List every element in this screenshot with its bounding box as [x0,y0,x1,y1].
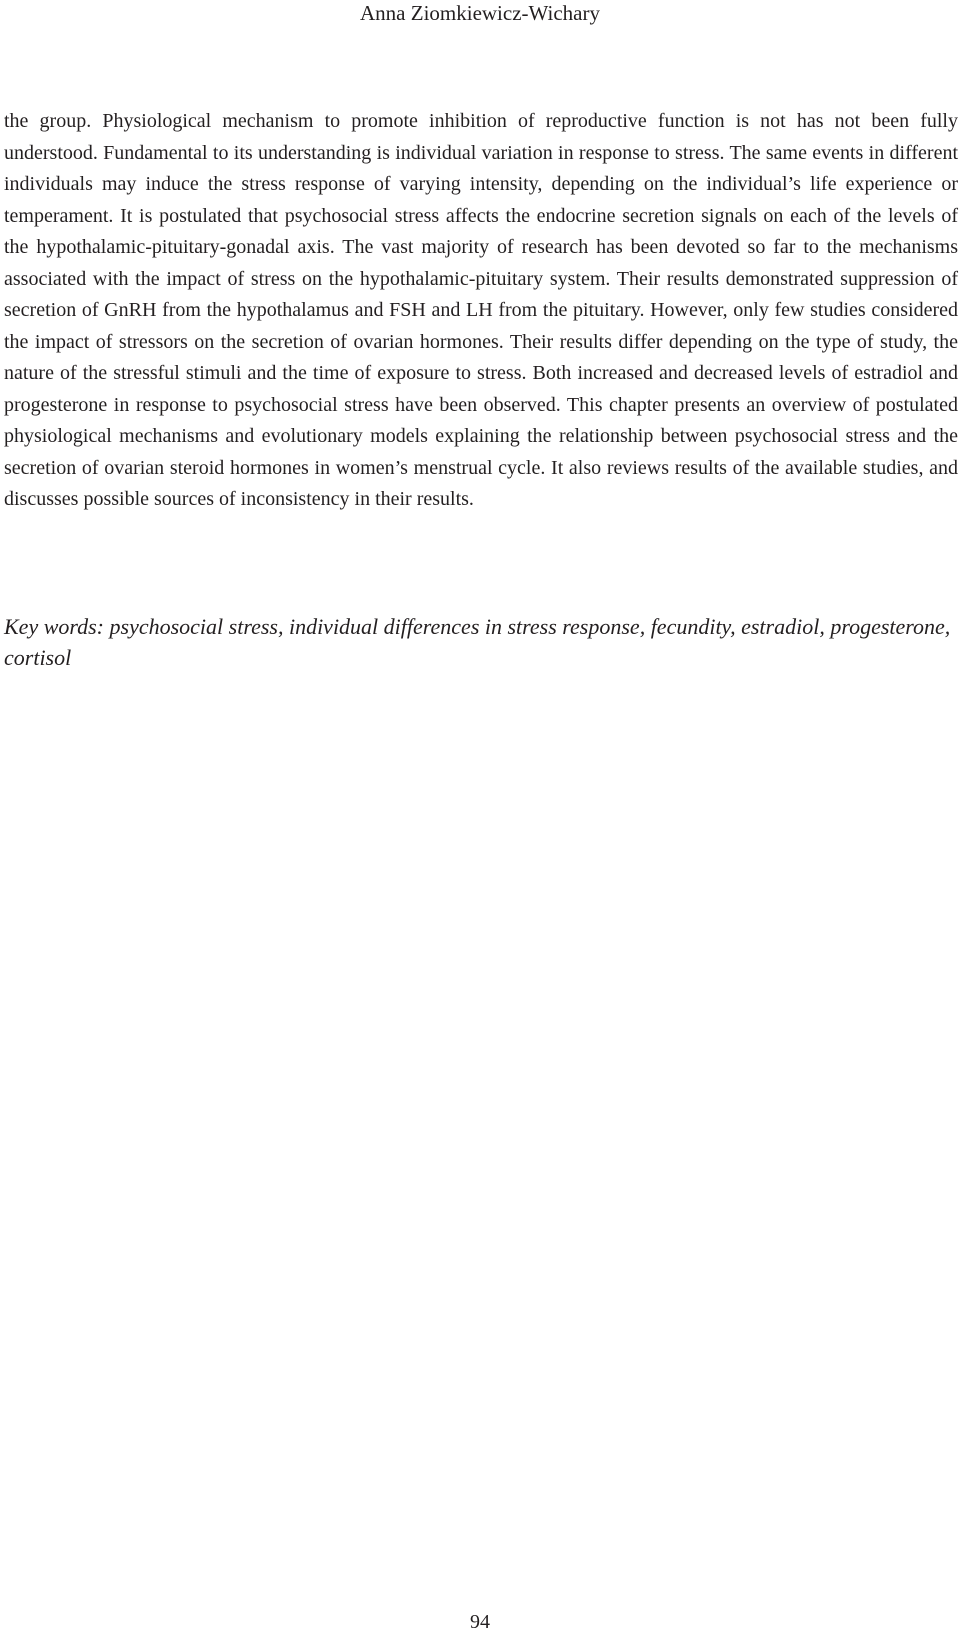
running-head: Anna Ziomkiewicz-Wichary [360,1,600,25]
page-number: 94 [470,1611,490,1633]
abstract-paragraph: the group. Physiological mechanism to promote inhibition of reproductive function is not has not been fully understood. Fundamental to its understanding is individual variation in response to stress. The same events in different individuals may induce the stress response of varying intensity, depending on the individual’s life experience or temperament. It is postulated that psychosocial stress affects the endocrine secretion signals on each of the levels of the hypothalamic-pituitary-gonadal axis. The vast majority of research has been devoted so far to the mechanisms associated with the impact of stress on the hypothalamic-pituitary system. Their results demonstrated suppression of secretion of GnRH from the hypothalamus and FSH and LH from the pituitary. However, only few studies considered the impact of stressors on the secretion of ovarian hormones. Their results differ depending on the type of study, the nature of the stressful stimuli and the time of exposure to stress. Both increased and decreased levels of estradiol and progesterone in response to psychosocial stress have been observed. This chapter presents an overview of postulated physiological mechanisms and evolutionary models explaining the relationship between psychosocial stress and the secretion of ovarian steroid hormones in women’s menstrual cycle. It also reviews results of the available studies, and discusses possible sources of inconsistency in their results. [4,110,958,510]
keywords: Key words: psychosocial stress, individual differences in stress response, fecundity, estradiol, progesterone, cortisol [4,614,951,670]
